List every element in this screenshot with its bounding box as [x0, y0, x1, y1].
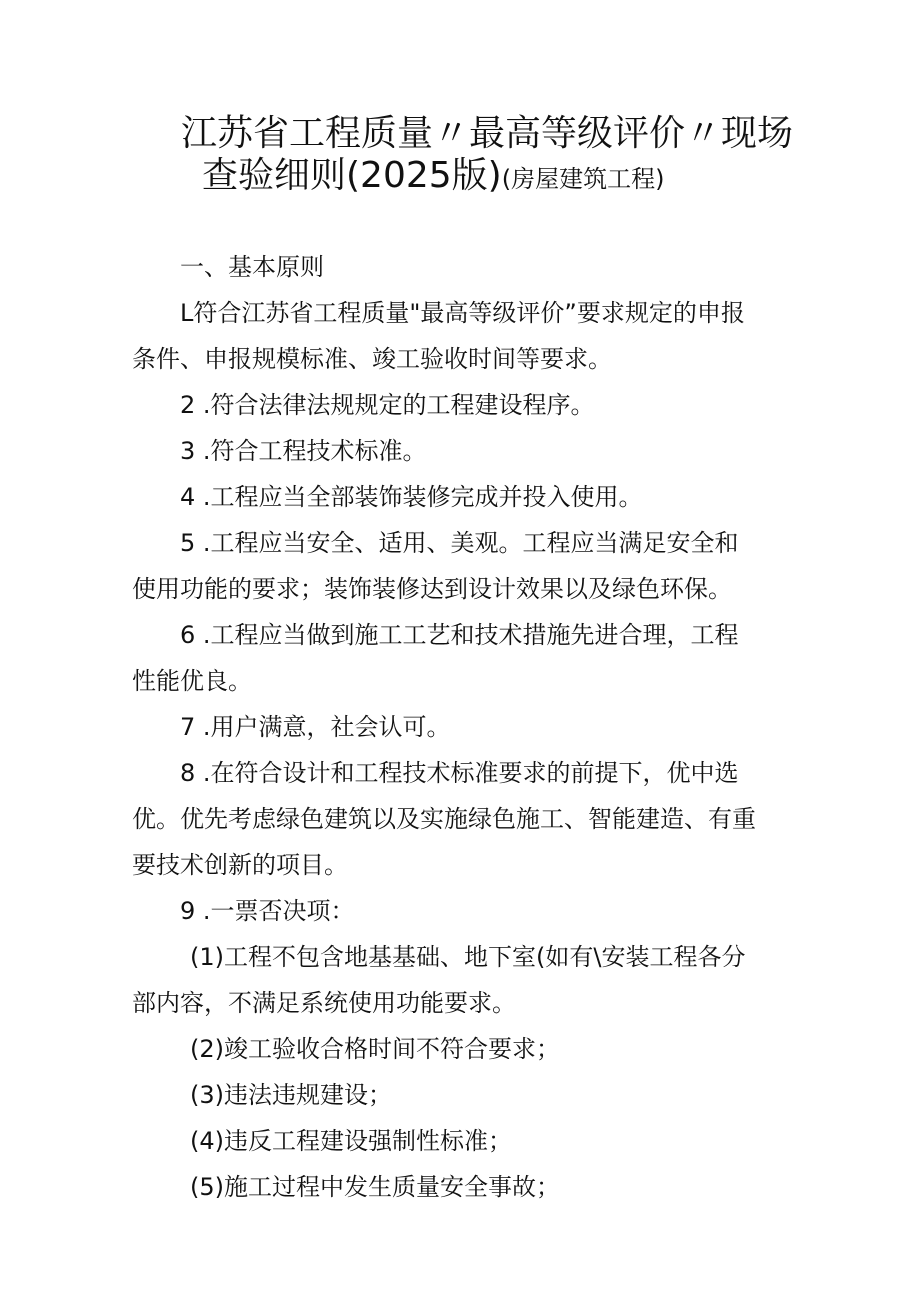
document-title-subtitle: (房屋建筑工程)	[501, 165, 665, 193]
principle-2: 2 .符合法律法规规定的工程建设程序。	[180, 391, 595, 419]
principle-8-line-1: 8 .在符合设计和工程技术标准要求的前提下，优中选	[180, 759, 739, 787]
veto-item-5: (5)施工过程中发生质量安全事故；	[190, 1173, 560, 1201]
document-title-main: 查验细则(2025版)	[202, 155, 502, 196]
principle-6-line-1: 6 .工程应当做到施工工艺和技术措施先进合理，工程	[180, 621, 739, 649]
principle-4: 4 .工程应当全部装饰装修完成并投入使用。	[180, 483, 643, 511]
principle-5-line-1: 5 .工程应当安全、适用、美观。工程应当满足安全和	[180, 529, 739, 557]
veto-item-2: (2)竣工验收合格时间不符合要求；	[190, 1035, 560, 1063]
principle-8-line-2: 优。优先考虑绿色建筑以及实施绿色施工、智能建造、有重	[132, 805, 756, 833]
principle-1-line-2: 条件、申报规模标准、竣工验收时间等要求。	[132, 345, 612, 373]
section-heading: 一、基本原则	[180, 253, 324, 281]
principle-8-line-3: 要技术创新的项目。	[132, 851, 348, 879]
document-title-line-2	[202, 154, 664, 201]
principle-9: 9 .一票否决项：	[180, 897, 355, 925]
principle-7: 7 .用户满意，社会认可。	[180, 713, 451, 741]
principle-3: 3 .符合工程技术标准。	[180, 437, 427, 465]
veto-item-3: (3)违法违规建设；	[190, 1081, 392, 1109]
principles-body	[132, 244, 782, 1210]
veto-item-1-line-2: 部内容，不满足系统使用功能要求。	[132, 989, 516, 1017]
principle-5-line-2: 使用功能的要求；装饰装修达到设计效果以及绿色环保。	[132, 575, 732, 603]
veto-item-4: (4)违反工程建设强制性标准；	[190, 1127, 512, 1155]
principle-1-line-1: L符合江苏省工程质量"最高等级评价”要求规定的申报	[180, 299, 745, 327]
document-title-line-1: 江苏省工程质量〃最高等级评价〃现场	[181, 113, 794, 154]
veto-item-1-line-1: (1)工程不包含地基基础、地下室(如有\安装工程各分	[190, 943, 746, 971]
principle-6-line-2: 性能优良。	[132, 667, 252, 695]
